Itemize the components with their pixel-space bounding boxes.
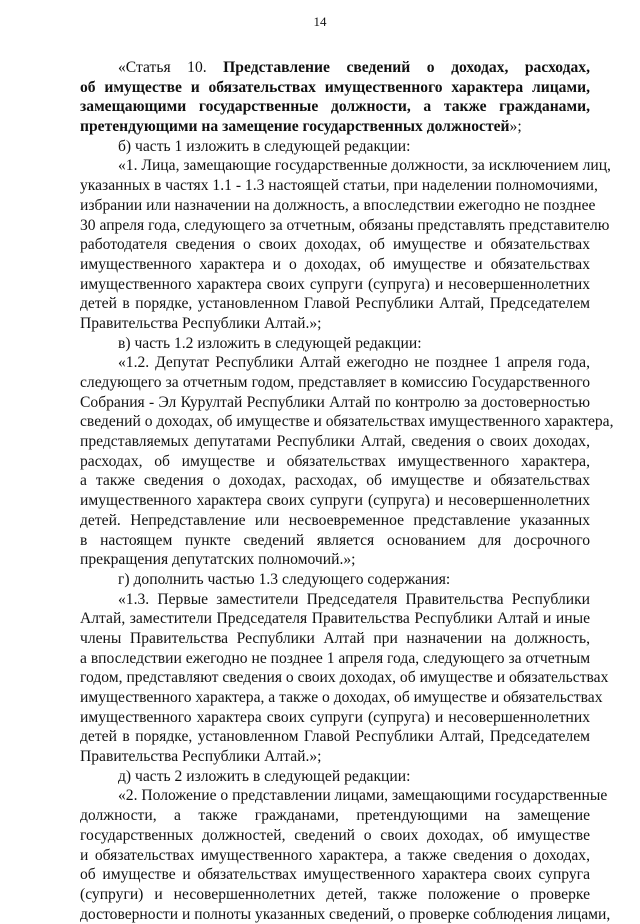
text-line: «1.2. Депутат Республики Алтай ежегодно не позднее 1 апреля года, — [118, 354, 590, 372]
text-line: «1. Лица, замещающие государственные должности, за исключением лиц, — [118, 157, 611, 175]
text-line: д) часть 2 изложить в следующей редакции: — [118, 767, 411, 785]
text-line: (супруги) и несовершеннолетних детей, также положение о проверке — [80, 885, 590, 903]
text-line: представляемых депутатами Республики Алтай, сведения о своих доходах, — [80, 433, 590, 451]
text-line: и обязательствах имущественного характера, а также сведения о доходах, — [80, 846, 590, 864]
text-line: указанных в частях 1.1 - 1.3 настоящей статьи, при наделении полномочиями, — [80, 177, 598, 195]
text-line: прекращения депутатских полномочий.»; — [80, 551, 356, 569]
text-line: имущественного характера своих супруги (супруга) и несовершеннолетних — [80, 708, 590, 726]
text-line: должности, а также гражданами, претендующими на замещение — [80, 807, 590, 825]
text-line: г) дополнить частью 1.3 следующего содержания: — [118, 570, 451, 588]
text-line: члены Правительства Республики Алтай при назначении на должность, — [80, 629, 590, 647]
article-title-part-1: Представление сведений о доходах, расходах, — [223, 59, 590, 76]
text-line: достоверности и полноты указанных сведений, о проверке соблюдения лицами, — [80, 905, 611, 923]
text-line: 30 апреля года, следующего за отчетным, обязаны представлять представителю — [80, 216, 610, 234]
article-heading-line-3: замещающими государственные должности, а также гражданами, — [80, 98, 590, 116]
text-line: детей в порядке, установленном Главой Республики Алтай, Председателем — [80, 295, 590, 313]
article-heading-suffix: »; — [509, 118, 522, 136]
document-body — [80, 58, 614, 924]
text-line: об имуществе и обязательствах имущественного характера своих супруга — [80, 866, 590, 884]
text-line: избрании или назначении на должность, а впоследствии ежегодно не позднее — [80, 196, 596, 214]
text-line: в) часть 1.2 изложить в следующей редакции: — [118, 334, 422, 352]
text-line: сведений о доходах, об имуществе и обязательствах имущественного характера, — [80, 413, 614, 431]
text-line: годом, представляют сведения о своих доходах, об имуществе и обязательствах — [80, 669, 609, 687]
text-line: имущественного характера и о доходах, об имуществе и обязательствах — [80, 255, 590, 273]
text-line: детей. Непредставление или несвоевременное представление указанных — [80, 511, 590, 529]
text-line: а впоследствии ежегодно не позднее 1 апреля года, следующего за отчетным — [80, 649, 591, 667]
article-prefix: «Статья 10. — [118, 59, 224, 76]
body-lines — [80, 137, 614, 924]
text-line: имущественного характера, а также о доходах, об имуществе и обязательствах — [80, 689, 603, 706]
text-line: Правительства Республики Алтай.»; — [80, 748, 322, 766]
text-line: имущественного характера своих супруги (супруга) и несовершеннолетних — [80, 275, 590, 293]
text-line: государственных должностей, сведений о своих доходах, об имуществе — [80, 826, 590, 844]
article-heading-line-4 — [80, 117, 590, 137]
text-line: «1.3. Первые заместители Председателя Правительства Республики — [118, 590, 590, 608]
text-line: в настоящем пункте сведений является основанием для досрочного — [80, 531, 590, 549]
text-line: расходах, об имуществе и обязательствах имущественного характера, — [80, 452, 590, 470]
article-title-part-4: претендующими на замещение государственных должностей — [80, 118, 510, 136]
page-number: 14 — [313, 14, 327, 29]
text-line: Алтай, заместители Председателя Правительства Республики Алтай и иные — [80, 610, 590, 628]
text-line: а также сведения о доходах, расходах, об имуществе и обязательствах — [80, 472, 590, 490]
text-line: детей в порядке, установленном Главой Республики Алтай, Председателем — [80, 728, 590, 746]
text-line: Правительства Республики Алтай.»; — [80, 314, 322, 332]
text-line: б) часть 1 изложить в следующей редакции: — [118, 137, 411, 155]
text-line: имущественного характера своих супруги (супруга) и несовершеннолетних — [80, 492, 590, 510]
article-heading-line-1 — [80, 58, 590, 78]
text-line: следующего за отчетным годом, представляет в комиссию Государственного — [80, 374, 590, 391]
article-heading-line-2: об имуществе и обязательствах имущественного характера лицами, — [80, 78, 590, 96]
text-line: работодателя сведения о своих доходах, об имуществе и обязательствах — [80, 236, 590, 254]
text-line: «2. Положение о представлении лицами, замещающими государственные — [118, 787, 608, 805]
text-line: Собрания - Эл Курултай Республики Алтай по контролю за достоверностью — [80, 393, 590, 411]
